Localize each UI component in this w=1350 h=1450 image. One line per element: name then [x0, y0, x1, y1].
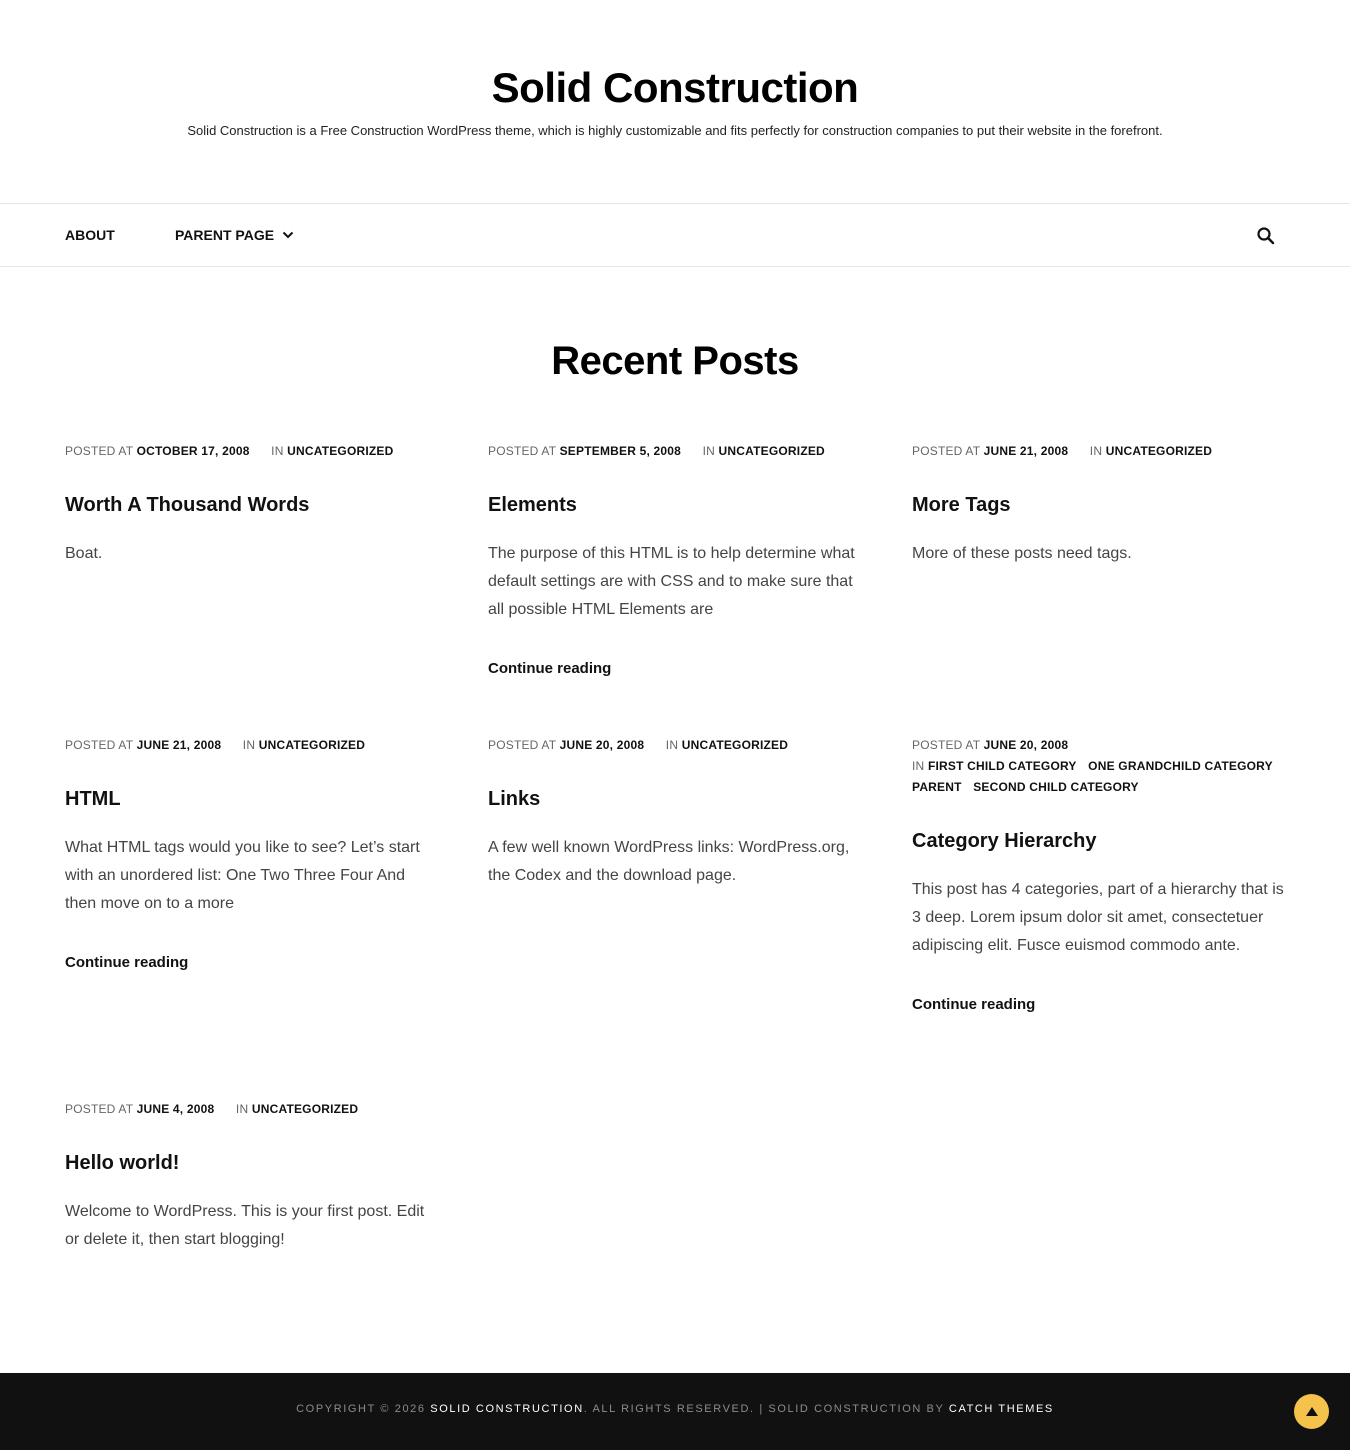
post-excerpt: The purpose of this HTML is to help determine what default settings are with CSS and to make sure that all possible HTML Elements are: [488, 545, 855, 618]
post-title[interactable]: Category Hierarchy: [912, 830, 1097, 852]
post-category[interactable]: FIRST CHILD CATEGORY: [927, 759, 1077, 773]
chevron-down-icon[interactable]: [282, 229, 294, 241]
post-category[interactable]: UNCATEGORIZED: [251, 1102, 359, 1116]
post-date[interactable]: SEPTEMBER 5, 2008: [559, 444, 682, 458]
post-date[interactable]: JUNE 20, 2008: [983, 738, 1069, 752]
post-title[interactable]: More Tags: [912, 494, 1011, 516]
in-label: IN: [242, 738, 256, 752]
post-meta: [488, 735, 863, 756]
in-label: IN: [271, 444, 284, 458]
post-title[interactable]: Worth A Thousand Words: [65, 494, 310, 516]
continue-reading-link[interactable]: Continue reading: [65, 954, 189, 971]
posted-at-label: POSTED AT: [912, 444, 981, 458]
continue-reading-link[interactable]: Continue reading: [488, 660, 612, 677]
in-label: IN: [912, 759, 925, 773]
post-date[interactable]: JUNE 21, 2008: [983, 444, 1069, 458]
post-card: [912, 441, 1287, 568]
post-title[interactable]: HTML: [65, 788, 121, 810]
post-date[interactable]: JUNE 4, 2008: [136, 1102, 215, 1116]
site-footer: [0, 1373, 1350, 1450]
site-description: Solid Construction is a Free Construction WordPress theme, which is highly customizable and fits perfectly for construction companies to put their website in the forefront.: [187, 123, 1163, 138]
post-excerpt: A few well known WordPress links: WordPress.org, the Codex and the download page.: [488, 839, 850, 884]
main-navigation: [0, 203, 1350, 267]
post-meta: [912, 735, 1287, 798]
footer-copyright: [0, 1403, 1350, 1415]
post-category[interactable]: ONE GRANDCHILD CATEGORY: [1088, 759, 1273, 773]
nav-item-label: ABOUT: [65, 227, 115, 243]
post-excerpt: Welcome to WordPress. This is your first post. Edit or delete it, then start blogging!: [65, 1203, 425, 1248]
post-meta: [65, 441, 440, 462]
post-meta: [65, 1099, 440, 1120]
copyright-prefix: COPYRIGHT © 2026: [296, 1403, 426, 1415]
nav-item-parent-page[interactable]: [175, 227, 294, 243]
post-date[interactable]: JUNE 20, 2008: [559, 738, 645, 752]
in-label: IN: [702, 444, 715, 458]
post-card: [488, 441, 863, 678]
footer-rights-text: . ALL RIGHTS RESERVED. | SOLID CONSTRUCTION BY: [583, 1403, 945, 1415]
post-category[interactable]: PARENT: [912, 780, 962, 794]
posted-at-label: POSTED AT: [488, 738, 557, 752]
post-card: [488, 735, 863, 890]
post-category[interactable]: UNCATEGORIZED: [1105, 444, 1213, 458]
posted-at-label: POSTED AT: [65, 1102, 134, 1116]
footer-site-link[interactable]: SOLID CONSTRUCTION: [430, 1403, 584, 1415]
posted-at-label: POSTED AT: [65, 444, 134, 458]
continue-reading-link[interactable]: Continue reading: [912, 996, 1036, 1013]
section-title: Recent Posts: [551, 339, 799, 383]
in-label: IN: [1089, 444, 1103, 458]
post-title[interactable]: Elements: [488, 494, 577, 516]
post-date[interactable]: OCTOBER 17, 2008: [136, 444, 250, 458]
scroll-to-top-button[interactable]: [1294, 1394, 1329, 1429]
site-header: [0, 0, 1350, 203]
post-meta: [488, 441, 863, 462]
post-category[interactable]: SECOND CHILD CATEGORY: [973, 780, 1139, 794]
site-title[interactable]: Solid Construction: [491, 64, 859, 111]
post-date[interactable]: JUNE 21, 2008: [136, 738, 222, 752]
posted-at-label: POSTED AT: [65, 738, 134, 752]
in-label: IN: [665, 738, 679, 752]
post-category[interactable]: UNCATEGORIZED: [718, 444, 825, 458]
post-excerpt: This post has 4 categories, part of a hierarchy that is 3 deep. Lorem ipsum dolor sit amet, consectetuer adipiscing elit. Fusce euismod commodo ante.: [912, 881, 1284, 954]
post-excerpt: More of these posts need tags.: [912, 545, 1132, 562]
post-meta: [65, 735, 440, 756]
in-label: IN: [235, 1102, 249, 1116]
post-title[interactable]: Hello world!: [65, 1152, 180, 1174]
post-card: [65, 441, 440, 568]
post-category[interactable]: UNCATEGORIZED: [287, 444, 394, 458]
post-excerpt: Boat.: [65, 545, 103, 562]
post-card: [912, 735, 1287, 1014]
posted-at-label: POSTED AT: [488, 444, 557, 458]
caret-up-icon: [1305, 1406, 1319, 1418]
search-icon[interactable]: [1256, 226, 1276, 246]
post-title[interactable]: Links: [488, 788, 541, 810]
nav-item-about[interactable]: [65, 227, 115, 243]
posted-at-label: POSTED AT: [912, 738, 981, 752]
post-excerpt: What HTML tags would you like to see? Let’s start with an unordered list: One Two Three Four And then move on to a more: [65, 839, 420, 912]
post-card: [65, 1099, 440, 1254]
post-category[interactable]: UNCATEGORIZED: [258, 738, 366, 752]
post-category[interactable]: UNCATEGORIZED: [681, 738, 789, 752]
post-card: [65, 735, 440, 972]
post-meta: [912, 441, 1287, 462]
footer-theme-link[interactable]: CATCH THEMES: [948, 1403, 1054, 1415]
nav-item-label: PARENT PAGE: [175, 227, 275, 243]
